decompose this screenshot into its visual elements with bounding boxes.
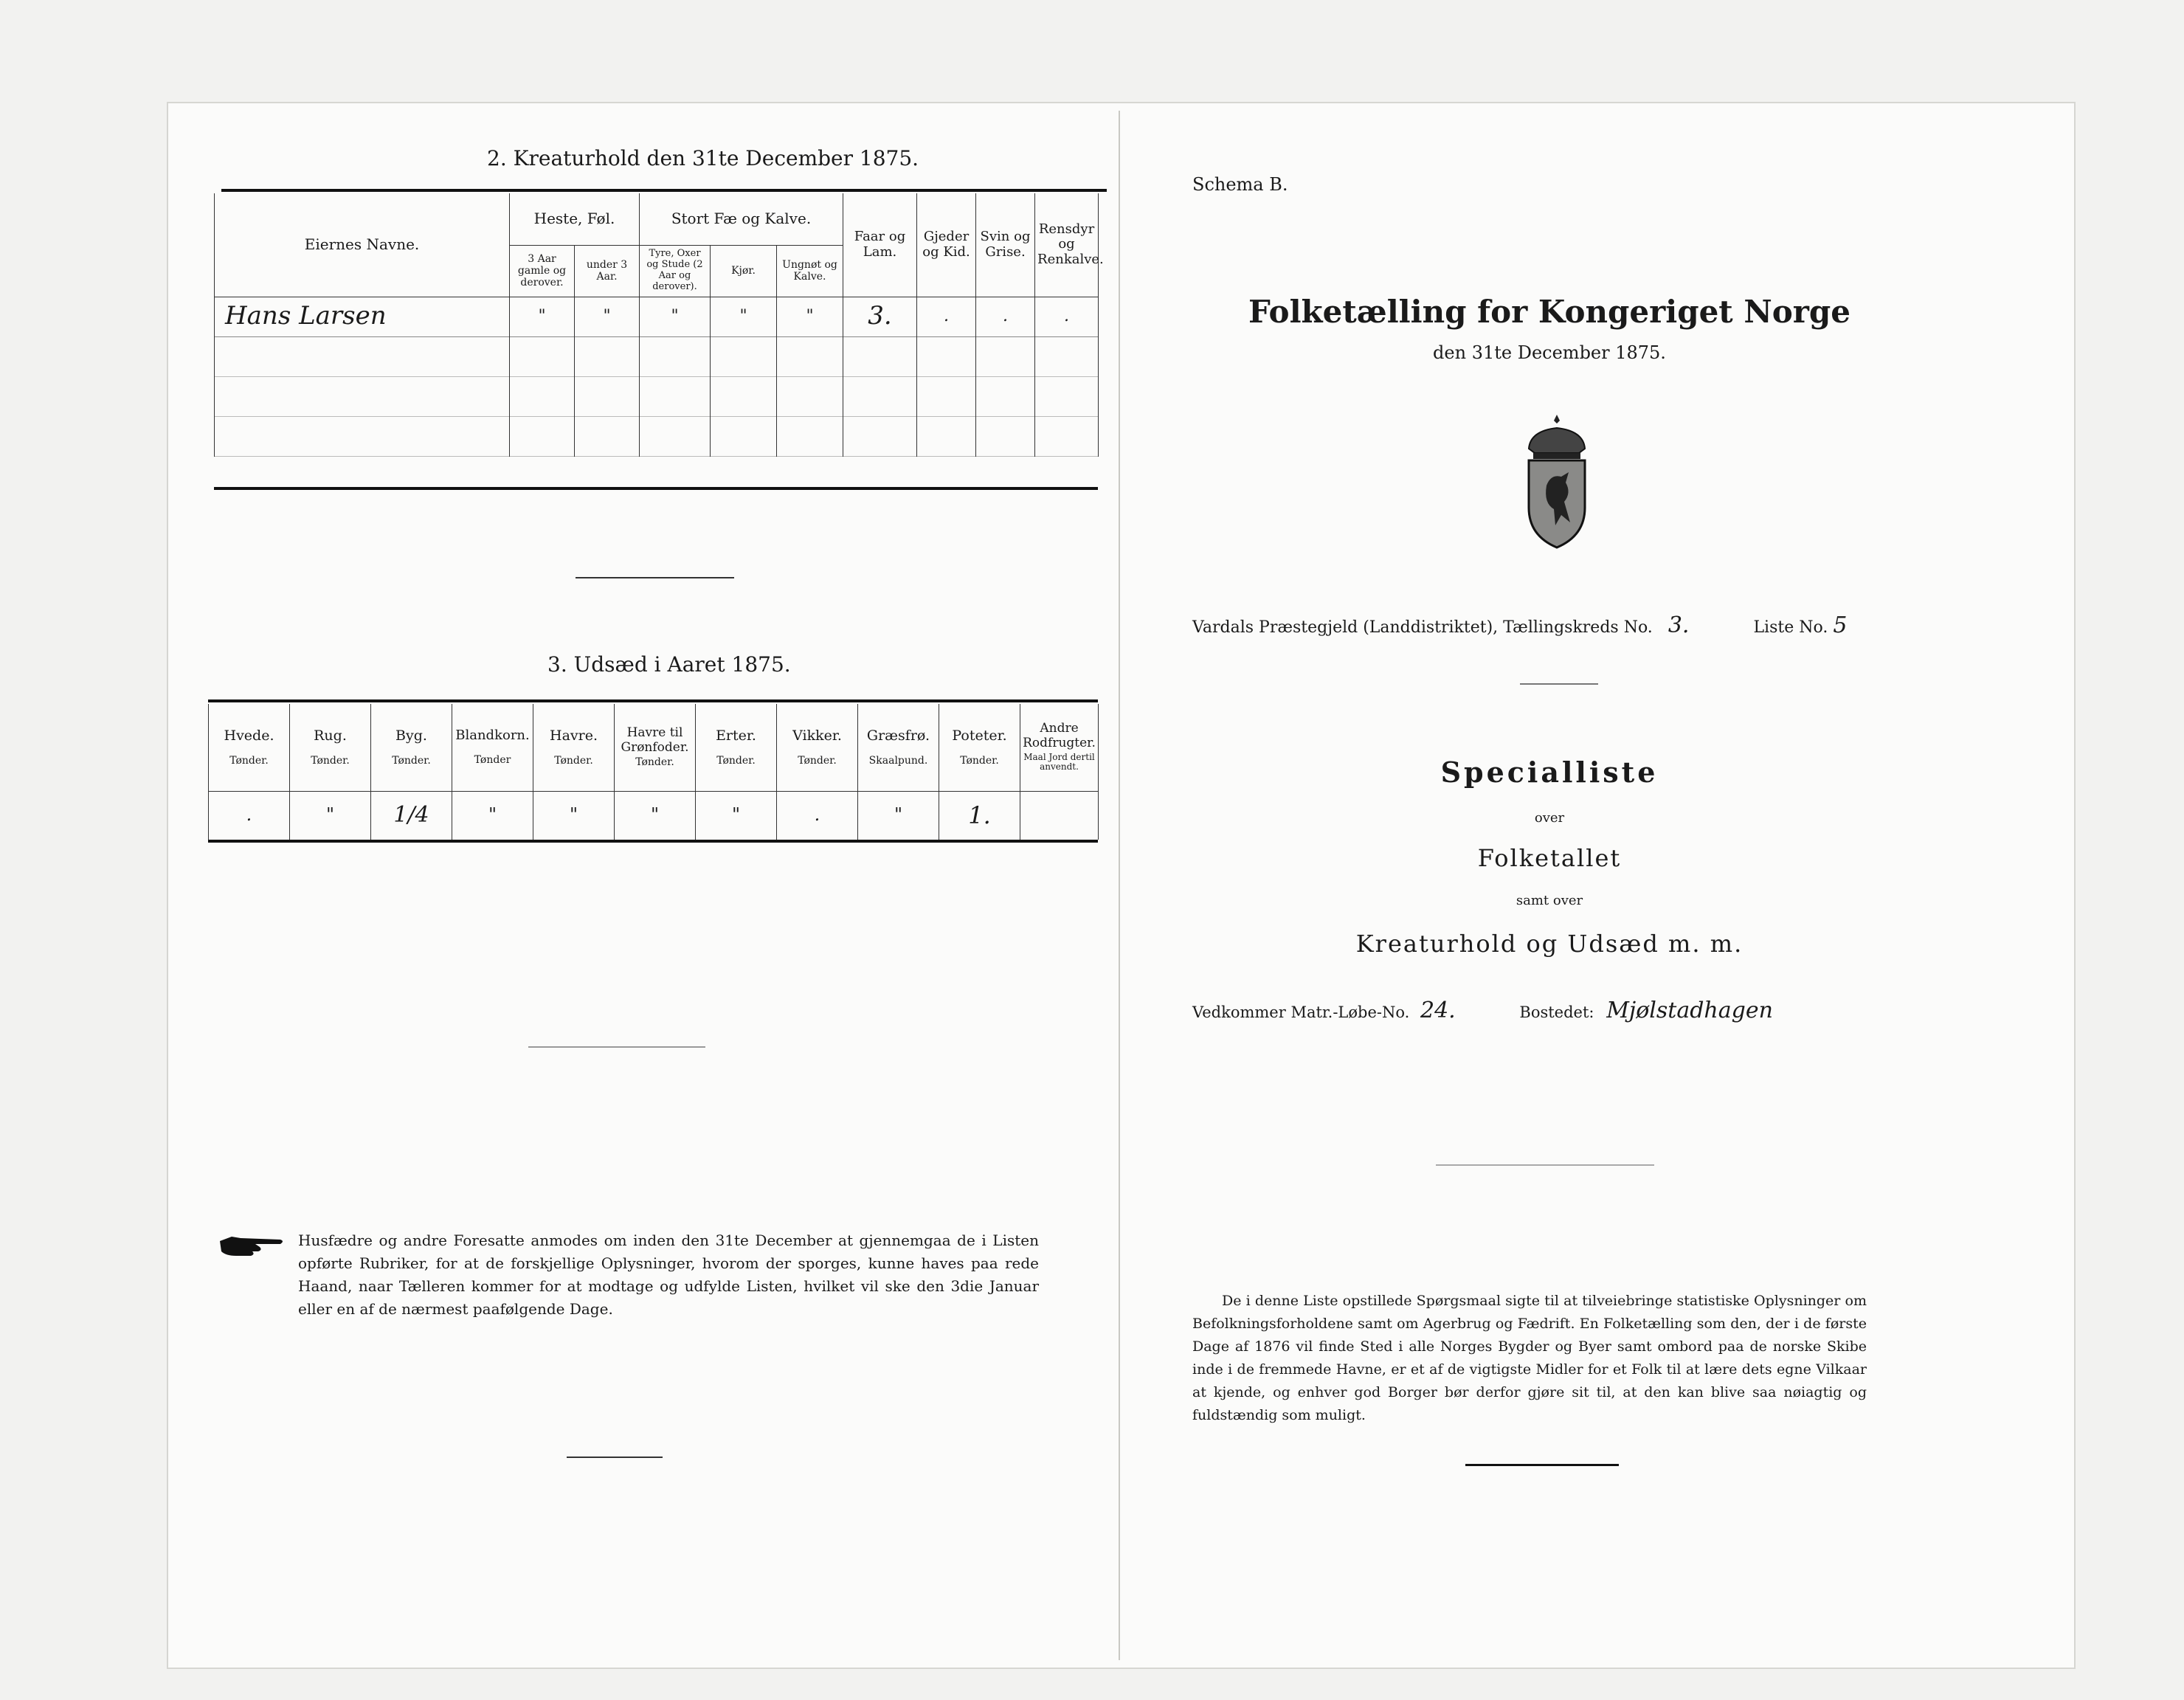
matr-number: 24.: [1420, 998, 1456, 1023]
page-fold: [1119, 111, 1120, 1660]
coat-of-arms-icon: [1513, 412, 1601, 549]
empty-cell: [575, 336, 640, 376]
seed-name: Havre til Grønfoder.: [621, 725, 689, 755]
owner-name: Hans Larsen: [215, 297, 510, 336]
empty-cell: [711, 376, 777, 416]
empty-cell: [575, 376, 640, 416]
empty-cell: [510, 416, 575, 456]
over-text: over: [1534, 810, 1565, 826]
district-number: 3.: [1668, 612, 1690, 638]
seed-cell: [1020, 791, 1099, 840]
rule: [214, 487, 1098, 490]
seed-unit: Tønder.: [798, 754, 837, 767]
horses-sub-old: 3 Aar gamle og derover.: [510, 245, 575, 297]
seed-cell: 1.: [939, 791, 1020, 840]
main-title: Folketælling for Kongeriget Norge: [1248, 294, 1850, 330]
seed-unit: Tønder.: [229, 754, 269, 767]
short-rule: [1436, 1164, 1654, 1166]
seed-unit: Tønder.: [554, 754, 593, 767]
folketallet-text: Folketallet: [1477, 844, 1622, 872]
empty-cell: [711, 336, 777, 376]
empty-cell: [917, 416, 976, 456]
bosted-value: Mjølstadhagen: [1606, 998, 1773, 1023]
seed-cell: ": [615, 791, 696, 840]
empty-cell: [843, 376, 917, 416]
seed-header-grass: [858, 704, 939, 791]
bosted-label: Bostedet:: [1519, 1003, 1594, 1021]
livestock-cell: .: [1035, 297, 1099, 336]
seed-header-oats: [533, 704, 615, 791]
footnote-text: De i denne Liste opstillede Spørgsmaal sigte til at tilveiebringe statistiske Oplysninger om Befolkningsforholdene samt om Agerbrug og Fædrift. En Folketælling som den, der i de første Dage af 1876 vil finde Sted i alle Norges Bygder og Byer samt ombord paa de norske Skibe inde i de fremmede Havne, er et af de vigtigste Midler for et Folk til at lære dets egne Vilkaar at kjende, og enhver god Borger bør derfor gjøre sit til, at den kan blive saa nøiagtig og fuldstændig som muligt.: [1192, 1293, 1867, 1423]
seed-name: Byg.: [395, 727, 427, 744]
empty-cell: [1035, 376, 1099, 416]
empty-cell: [711, 416, 777, 456]
goats-header: Gjeder og Kid.: [917, 193, 976, 297]
seed-cell: ": [858, 791, 939, 840]
horses-header: Heste, Føl.: [510, 193, 640, 245]
seed-cell: ": [290, 791, 371, 840]
schema-label: Schema B.: [1192, 174, 1288, 195]
seed-cell: .: [209, 791, 290, 840]
livestock-cell: ": [575, 297, 640, 336]
matr-line: [1192, 998, 1773, 1023]
seed-unit: Tønder.: [716, 754, 756, 767]
empty-cell: [843, 336, 917, 376]
cattle-sub-young: Ungnøt og Kalve.: [777, 245, 843, 297]
notice-text: Husfædre og andre Foresatte anmodes om inden den 31te December at gjennemgaa de i Listen opførte Rubriker, for at de forskjellige Oplysninger, hvorom der sporges, kunne haves paa rede Haand, naar Tælleren kommer for at modtage og udfylde Listen, hvilket vil ske den 3die Januar eller en af de nærmest paafølgende Dage.: [298, 1231, 1039, 1318]
seed-header-peas: [696, 704, 777, 791]
empty-cell: [1035, 416, 1099, 456]
short-rule: [567, 1457, 663, 1458]
livestock-cell: .: [917, 297, 976, 336]
owner-header: Eiernes Navne.: [215, 193, 510, 297]
main-subtitle: den 31te December 1875.: [1433, 342, 1666, 363]
empty-cell: [976, 416, 1035, 456]
kreatur-title: Kreaturhold og Udsæd m. m.: [1355, 930, 1744, 958]
seed-header-wheat: [209, 704, 290, 791]
empty-cell: [215, 416, 510, 456]
seed-unit: Tønder.: [311, 754, 350, 767]
empty-cell: [510, 336, 575, 376]
livestock-cell: ": [640, 297, 711, 336]
rule: [208, 840, 1098, 843]
livestock-cell: ": [711, 297, 777, 336]
empty-cell: [640, 336, 711, 376]
seed-header-barley: [371, 704, 452, 791]
district-line: [1192, 612, 1886, 638]
empty-cell: [215, 376, 510, 416]
seed-unit: Tønder: [474, 754, 511, 767]
horses-sub-young: under 3 Aar.: [575, 245, 640, 297]
seed-unit: Maal Jord dertil anvendt.: [1023, 751, 1095, 773]
cattle-sub-cows: Kjør.: [711, 245, 777, 297]
short-rule: [1520, 683, 1598, 685]
seed-cell: 1/4: [371, 791, 452, 840]
district-label: Vardals Præstegjeld (Landdistriktet), Tællingskreds No.: [1192, 618, 1653, 637]
livestock-cell: ": [777, 297, 843, 336]
seed-name: Andre Rodfrugter.: [1023, 721, 1096, 750]
seed-name: Havre.: [550, 727, 598, 744]
empty-cell: [777, 416, 843, 456]
reindeer-header: Rensdyr og Renkalve.: [1035, 193, 1099, 297]
section3-title: 3. Udsæd i Aaret 1875.: [547, 652, 791, 677]
seed-cell: ": [533, 791, 615, 840]
short-rule: [528, 1046, 705, 1048]
seed-cell: ": [696, 791, 777, 840]
cattle-header: Stort Fæ og Kalve.: [640, 193, 843, 245]
seed-unit: Tønder.: [960, 754, 999, 767]
livestock-cell: .: [976, 297, 1035, 336]
seed-name: Rug.: [314, 727, 347, 744]
seed-table: [208, 704, 1099, 840]
seed-unit: Tønder.: [635, 756, 674, 769]
seed-unit: Skaalpund.: [868, 754, 928, 767]
seed-cell: ": [452, 791, 533, 840]
empty-cell: [976, 376, 1035, 416]
seed-header-green-oats: [615, 704, 696, 791]
short-rule: [576, 577, 734, 578]
seed-header-mixed: [452, 704, 533, 791]
seed-cell: .: [777, 791, 858, 840]
seed-unit: Tønder.: [392, 754, 431, 767]
samt-over-text: samt over: [1516, 893, 1583, 908]
empty-cell: [917, 336, 976, 376]
livestock-cell: 3.: [843, 297, 917, 336]
empty-cell: [510, 376, 575, 416]
livestock-table: [214, 193, 1104, 457]
rule: [221, 189, 1107, 192]
liste-number: 5: [1833, 612, 1848, 638]
section2-title: 2. Kreaturhold den 31te December 1875.: [487, 146, 919, 170]
seed-name: Vikker.: [792, 727, 842, 744]
specialliste-title: Specialliste: [1440, 756, 1659, 789]
livestock-cell: ": [510, 297, 575, 336]
sheep-header: Faar og Lam.: [843, 193, 917, 297]
seed-name: Hvede.: [224, 727, 274, 744]
seed-header-vetch: [777, 704, 858, 791]
empty-cell: [1035, 336, 1099, 376]
seed-header-roots: [1020, 704, 1099, 791]
empty-cell: [777, 376, 843, 416]
short-rule: [1465, 1464, 1619, 1466]
seed-header-potatoes: [939, 704, 1020, 791]
empty-cell: [777, 336, 843, 376]
seed-name: Blandkorn.: [455, 728, 530, 744]
empty-cell: [215, 336, 510, 376]
seed-header-rye: [290, 704, 371, 791]
seed-name: Erter.: [716, 727, 756, 744]
empty-cell: [843, 416, 917, 456]
liste-label: Liste No.: [1753, 618, 1828, 637]
empty-cell: [640, 416, 711, 456]
empty-cell: [575, 416, 640, 456]
seed-name: Græsfrø.: [866, 727, 930, 744]
pigs-header: Svin og Grise.: [976, 193, 1035, 297]
rule: [208, 699, 1098, 702]
matr-label: Vedkommer Matr.-Løbe-No.: [1192, 1003, 1410, 1021]
cattle-sub-bulls: Tyre, Oxer og Stude (2 Aar og derover).: [640, 245, 711, 297]
empty-cell: [976, 336, 1035, 376]
pointing-hand-icon: [218, 1231, 286, 1260]
empty-cell: [640, 376, 711, 416]
seed-name: Poteter.: [952, 727, 1007, 744]
empty-cell: [917, 376, 976, 416]
